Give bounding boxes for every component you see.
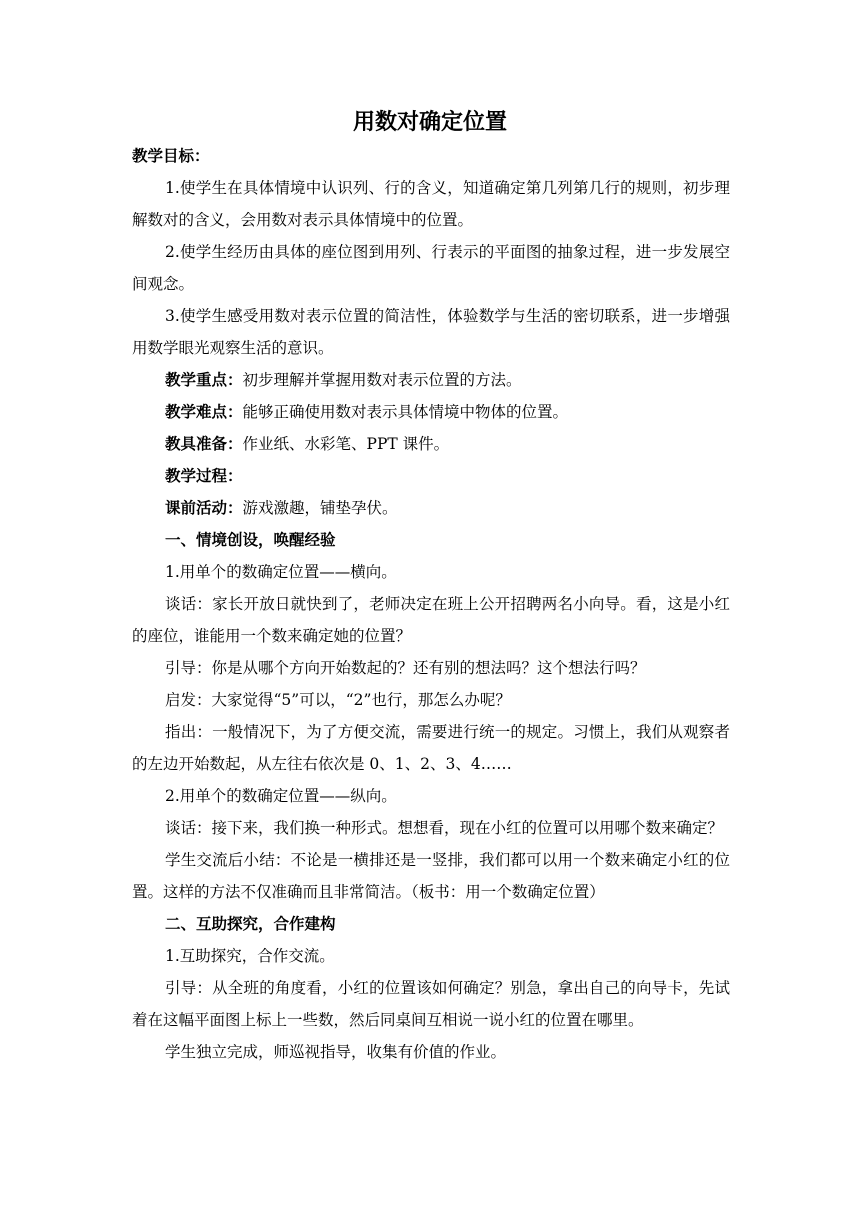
process-label: 教学过程：	[165, 467, 243, 485]
key-point-paragraph	[132, 364, 730, 396]
key-point-label: 教学重点：	[165, 371, 243, 389]
materials-text: 作业纸、水彩笔、PPT 课件。	[242, 435, 450, 453]
difficulty-label: 教学难点：	[165, 403, 243, 421]
section2-heading: 二、互助探究，合作建构	[165, 915, 336, 933]
section1-paragraph-1: 1.用单个的数确定位置——横向。	[165, 563, 397, 581]
key-point-text: 初步理解并掌握用数对表示位置的方法。	[242, 371, 522, 389]
pre-activity-text: 游戏激趣，铺垫孕伏。	[242, 499, 398, 517]
difficulty-paragraph	[132, 396, 730, 428]
section1-heading: 一、情境创设，唤醒经验	[165, 531, 336, 549]
pre-activity-paragraph	[132, 492, 730, 524]
objective-2: 2.使学生经历由具体的座位图到用列、行表示的平面图的抽象过程，进一步发展空间观念。	[132, 243, 730, 293]
section1-paragraph-3: 引导：你是从哪个方向开始数起的？还有别的想法吗？这个想法行吗？	[165, 659, 646, 677]
section2-paragraph-2: 引导：从全班的角度看，小红的位置该如何确定？别急，拿出自己的向导卡，先试着在这幅平面图上标上一些数，然后同桌间互相说一说小红的位置在哪里。	[132, 979, 730, 1029]
document-body	[132, 140, 730, 1068]
section2-paragraph-3: 学生独立完成，师巡视指导，收集有价值的作业。	[165, 1043, 507, 1061]
section1-paragraph-7: 谈话：接下来，我们换一种形式。想想看，现在小红的位置可以用哪个数来确定？	[165, 819, 724, 837]
materials-label: 教具准备：	[165, 435, 243, 453]
section1-paragraph-5: 指出：一般情况下，为了方便交流，需要进行统一的规定。习惯上，我们从观察者的左边开始数起，从左往右依次是 0、1、2、3、4……	[132, 723, 730, 773]
section1-paragraph-2: 谈话：家长开放日就快到了，老师决定在班上公开招聘两名小向导。看，这是小红的座位，谁能用一个数来确定她的位置？	[132, 595, 730, 645]
objective-1: 1.使学生在具体情境中认识列、行的含义，知道确定第几列第几行的规则，初步理解数对的含义，会用数对表示具体情境中的位置。	[132, 179, 730, 229]
section1-paragraph-8: 学生交流后小结：不论是一横排还是一竖排，我们都可以用一个数来确定小红的位置。这样的方法不仅准确而且非常简洁。（板书：用一个数确定位置）	[132, 851, 730, 901]
section1-paragraph-4: 启发：大家觉得“5”可以，“2”也行，那怎么办呢？	[165, 691, 511, 709]
pre-activity-label: 课前活动：	[165, 499, 243, 517]
objective-3: 3.使学生感受用数对表示位置的简洁性，体验数学与生活的密切联系，进一步增强用数学眼光观察生活的意识。	[132, 307, 730, 357]
objectives-label: 教学目标：	[132, 147, 210, 165]
difficulty-text: 能够正确使用数对表示具体情境中物体的位置。	[242, 403, 569, 421]
section1-paragraph-6: 2.用单个的数确定位置——纵向。	[165, 787, 397, 805]
section2-paragraph-1: 1.互助探究，合作交流。	[165, 947, 335, 965]
materials-paragraph	[132, 428, 730, 460]
document-title: 用数对确定位置	[352, 110, 507, 135]
